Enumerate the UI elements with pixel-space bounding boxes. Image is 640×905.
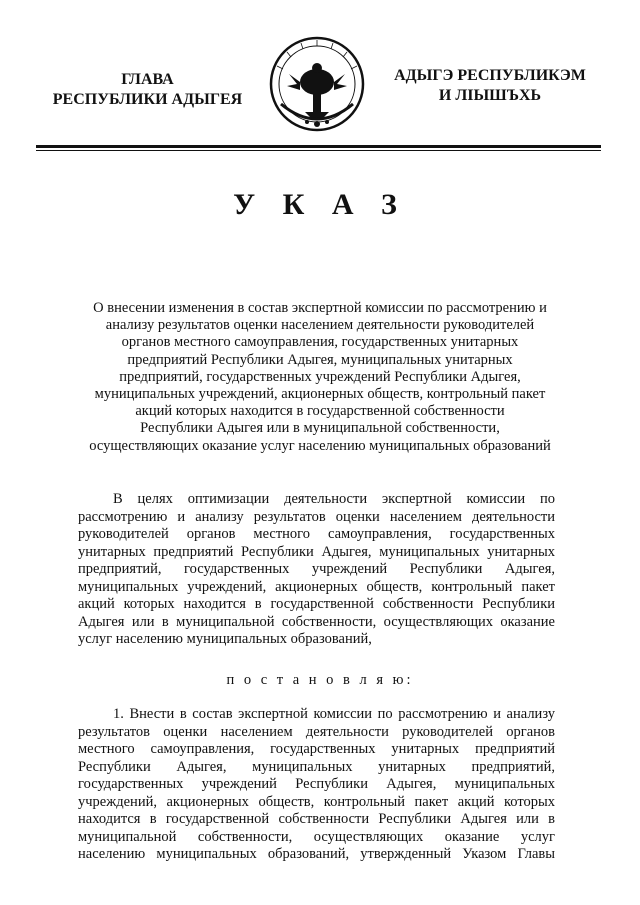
item-1-line: 1. Внести в состав экспертной комиссии по рассмотрению и анализу [113,706,555,722]
item-1-line: находится в государственной собственности Республики Адыгея или в [78,811,555,827]
preamble-line: Адыгея или в муниципальной собственности, осуществляющих оказание [78,613,555,630]
title-line: предприятий Республики Адыгея, муниципальных унитарных [127,351,513,368]
preamble-line: рассмотрению и анализу результатов оценки населением деятельности [78,508,555,525]
header-divider-thick [36,145,601,148]
preamble-line: руководителей органов местного самоуправления, государственных [78,526,555,542]
coat-of-arms-icon [267,34,367,134]
title-line: акций которых находится в государственной собственности [135,403,505,420]
header-right-line-1: АДЫГЭ РЕСПУБЛИКЭМ [394,67,586,84]
item-1-line: населению муниципальных образований, утвержденный Указом Главы [78,846,555,862]
title-line: осуществляющих оказание услуг населению муниципальных образований [89,437,551,454]
document-type-heading: У К А З [233,188,407,221]
item-1-line: Республики Адыгея, муниципальных унитарных предприятий, [78,758,555,775]
item-1-paragraph [78,706,555,864]
item-1-line: государственных учреждений Республики Адыгея, муниципальных [78,776,555,792]
header-left-line-2: РЕСПУБЛИКИ АДЫГЕЯ [52,91,243,108]
resolve-word: п о с т а н о в л я ю: [226,672,414,688]
title-line: органов местного самоуправления, государственных унитарных [121,334,519,351]
header-divider-thin [36,150,601,151]
header-right-line-2: И ЛІЫШЪХЬ [438,87,542,104]
preamble-line: предприятий, государственных учреждений Республики Адыгея, [78,561,555,577]
preamble-line: В целях оптимизации деятельности экспертной комиссии по [113,491,555,507]
preamble-line: унитарных предприятий Республики Адыгея, муниципальных унитарных [78,543,555,560]
preamble-paragraph [78,491,555,649]
title-line: О внесении изменения в состав экспертной комиссии по рассмотрению и [93,300,547,316]
item-1-line: результатов оценки населением деятельности руководителей органов [78,723,555,740]
preamble-line: муниципальных учреждений, акционерных обществ, контрольный пакет [78,578,555,595]
item-1-line: учреждений, акционерных обществ, контрольный пакет акций которых [78,793,555,810]
title-line: Республики Адыгея или в муниципальной собственности, [140,420,500,437]
document-title [60,300,580,455]
title-line: муниципальных учреждений, акционерных обществ, контрольный пакет [94,386,546,403]
header-left-line-1: ГЛАВА [121,71,174,88]
item-1-line: местного самоуправления, государственных унитарных предприятий [78,741,555,757]
preamble-line: акций которых находится в государственной собственности Республики [78,596,555,612]
preamble-line: услуг населению муниципальных образований, [78,631,372,647]
header-left [40,70,255,110]
item-1-line: муниципальной собственности, осуществляющих оказание услуг [78,828,555,845]
title-line: анализу результатов оценки населением деятельности руководителей [105,317,535,334]
title-line: предприятий, государственных учреждений Республики Адыгея, [119,368,521,385]
header-right [380,66,600,106]
